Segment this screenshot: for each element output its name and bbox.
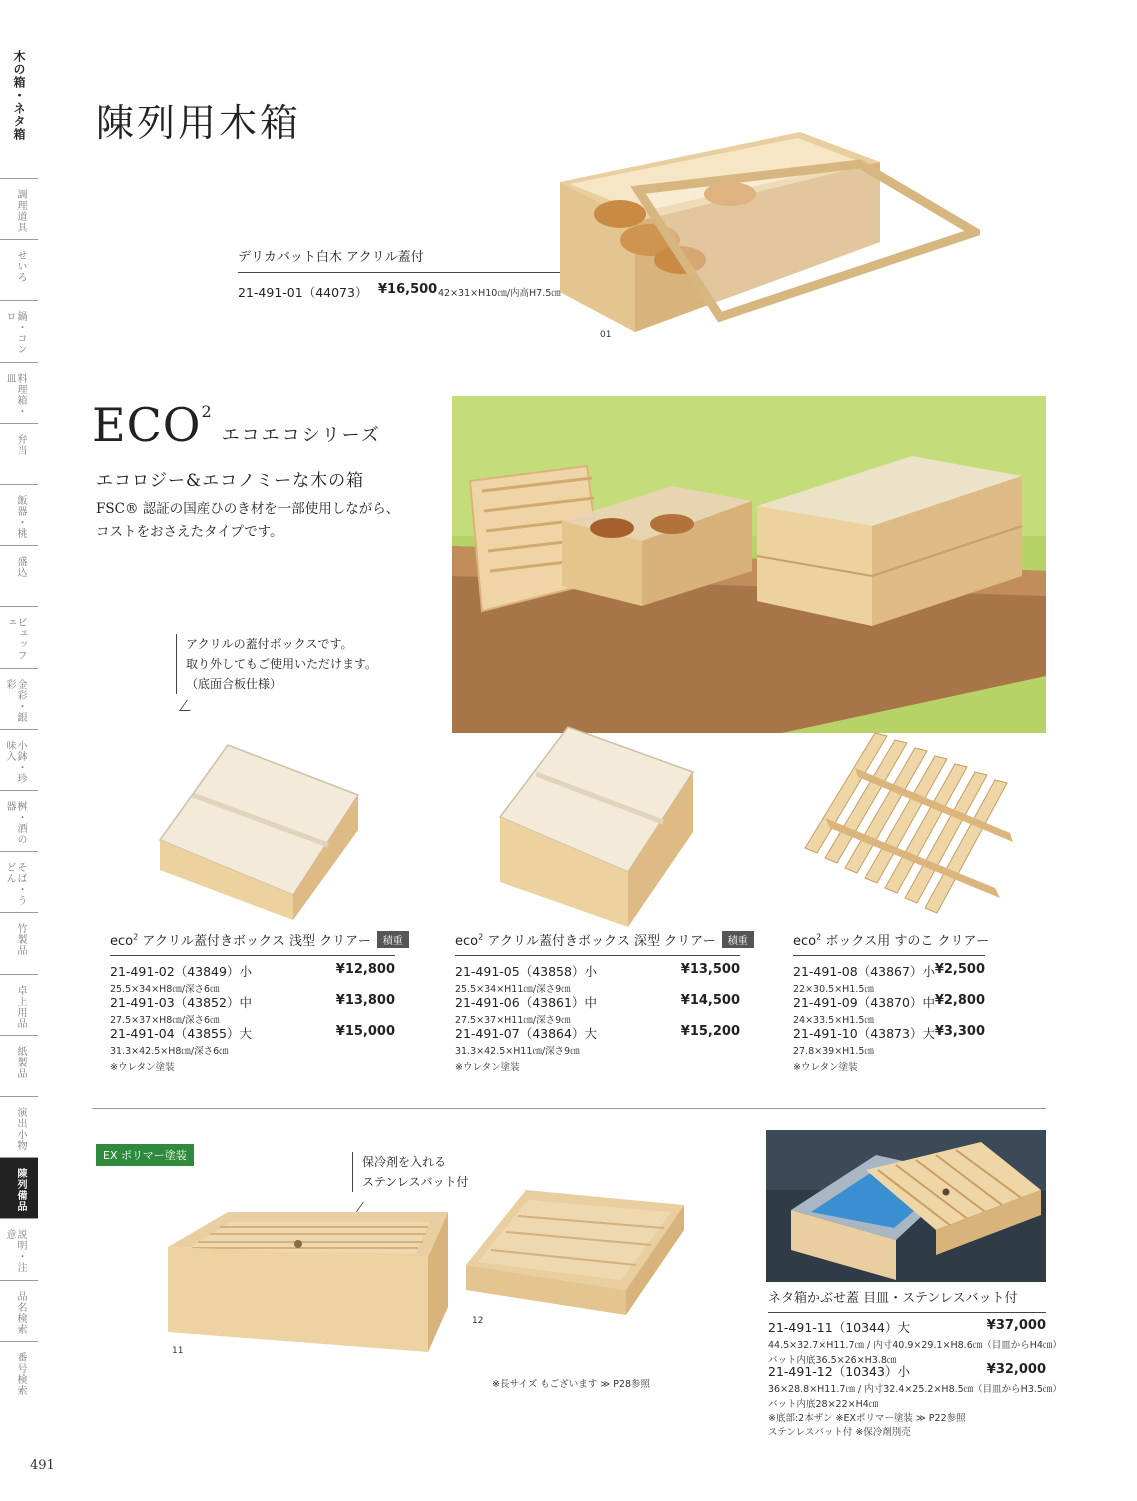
variant-size: 27.8×39×H1.5㎝ xyxy=(793,1046,874,1057)
variant-size: 27.5×37×H11㎝/深さ9㎝ xyxy=(455,1015,571,1026)
deep-box-photo xyxy=(498,722,698,927)
product-deep-rule xyxy=(455,955,740,956)
variant-price: ¥14,500 xyxy=(680,993,740,1008)
product-variant-row xyxy=(793,993,985,1026)
product-shallow-name-rest: アクリル蓋付きボックス 浅型 クリアー xyxy=(138,934,371,949)
shallow-box-photo xyxy=(158,735,363,920)
neta-code: 21-491-11（10344）大 xyxy=(768,1320,910,1335)
steel-tray-callout xyxy=(352,1152,502,1192)
sidebar-tab-label: 陳列備品 xyxy=(15,1168,26,1213)
neta-size-2: バット内底28×22×H4㎝ xyxy=(768,1399,879,1410)
sidebar-tab[interactable] xyxy=(0,1035,38,1096)
product-sunoko-rule xyxy=(793,955,985,956)
sidebar-tab-label: 盛込 xyxy=(15,556,26,579)
variant-price: ¥13,800 xyxy=(335,993,395,1008)
sidebar-tab[interactable] xyxy=(0,729,38,790)
variant-code: 21-491-08（43867）小 xyxy=(793,964,935,979)
section-index-sidebar xyxy=(0,40,38,1440)
variant-price: ¥2,800 xyxy=(934,993,985,1008)
product-variant-row xyxy=(110,1024,395,1057)
variant-price: ¥2,500 xyxy=(934,962,985,977)
sidebar-tab[interactable] xyxy=(0,239,38,300)
acrylic-callout-line2: 取り外してもご使用いただけます。 xyxy=(186,657,378,671)
eco-tagline: エコロジー&エコノミーな木の箱 xyxy=(96,471,365,491)
neta-note-1: ※底部:2本ザン ※EXポリマー塗装 ≫ P22参照 xyxy=(768,1413,966,1424)
finish-note: ※ウレタン塗装 xyxy=(110,1062,175,1073)
variant-size: 27.5×37×H8㎝/深さ6㎝ xyxy=(110,1015,220,1026)
sidebar-tab[interactable] xyxy=(0,1096,38,1157)
figure-12-label: 12 xyxy=(472,1316,484,1326)
product-deep-block xyxy=(455,930,748,956)
eco-hero-photo xyxy=(452,396,1046,733)
eco-title: ECO xyxy=(92,398,202,452)
acrylic-callout-tail xyxy=(179,700,198,711)
variant-size: 31.3×42.5×H8㎝/深さ6㎝ xyxy=(110,1046,229,1057)
variant-price: ¥15,200 xyxy=(680,1024,740,1039)
section-divider xyxy=(92,1108,1046,1109)
product-deep-name-prefix: eco xyxy=(455,934,479,949)
sidebar-tab[interactable] xyxy=(0,423,38,484)
product-variant-row xyxy=(793,962,985,995)
ex-polymer-badge: EX ポリマー塗装 xyxy=(96,1144,194,1166)
variant-price: ¥15,000 xyxy=(335,1024,395,1039)
acrylic-callout-line1: アクリルの蓋付ボックスです。 xyxy=(186,637,353,651)
product-deep-name-rest: アクリル蓋付きボックス 深型 クリアー xyxy=(483,934,716,949)
sidebar-tab-label: 品名検索 xyxy=(15,1290,26,1335)
sidebar-tab[interactable] xyxy=(0,668,38,729)
product-01-price: ¥16,500 xyxy=(378,282,438,297)
neta-variant-row xyxy=(768,1362,1062,1410)
finish-note: ※ウレタン塗装 xyxy=(793,1062,858,1073)
sidebar-tab[interactable] xyxy=(0,790,38,851)
variant-code: 21-491-02（43849）小 xyxy=(110,964,252,979)
product-sunoko-block xyxy=(793,930,990,956)
sidebar-tab-label: 紙製品 xyxy=(15,1045,26,1079)
sidebar-tab-label: 飯器・桃 xyxy=(15,495,26,539)
sidebar-tab-label: 調理道具 xyxy=(15,189,26,233)
sidebar-tab-label: 演出小物 xyxy=(15,1107,26,1151)
neta-rule xyxy=(768,1312,1046,1313)
variant-size: 25.5×34×H8㎝/深さ6㎝ xyxy=(110,984,220,995)
sidebar-tab[interactable] xyxy=(0,1218,38,1279)
variant-code: 21-491-03（43852）中 xyxy=(110,995,252,1010)
neta-box-large-photo xyxy=(168,1212,450,1352)
sidebar-tab[interactable] xyxy=(0,606,38,667)
sidebar-tab[interactable] xyxy=(0,1157,38,1218)
product-shallow-rule xyxy=(110,955,395,956)
variant-code: 21-491-07（43864）大 xyxy=(455,1026,597,1041)
sidebar-tab[interactable] xyxy=(0,300,38,361)
long-size-note: ※長サイズ もございます ≫ P28参照 xyxy=(492,1379,651,1390)
product-01-size: 42×31×H10㎝/内高H7.5㎝ xyxy=(438,288,561,299)
eco-desc-line1: FSC® 認証の国産ひのき材を一部使用しながら、 xyxy=(96,501,400,517)
sidebar-tab-label: ビュッフェ xyxy=(4,617,26,662)
product-variant-row xyxy=(455,1024,740,1057)
steel-callout-line1: 保冷剤を入れる xyxy=(362,1155,447,1169)
page-title: 陳列用木箱 xyxy=(96,101,302,145)
sunoko-photo xyxy=(795,728,1020,918)
product-sunoko-name xyxy=(793,930,990,949)
current-section-label: 木の箱・ネタ箱 xyxy=(12,50,26,141)
sidebar-tab-label: そば・うどん xyxy=(4,862,26,907)
acrylic-callout xyxy=(176,634,386,694)
variant-code: 21-491-09（43870）中 xyxy=(793,995,935,1010)
variant-price: ¥12,800 xyxy=(335,962,395,977)
product-sunoko-name-rest: ボックス用 すのこ クリアー xyxy=(821,934,990,949)
product-01-block xyxy=(238,246,564,298)
product-sunoko-name-prefix: eco xyxy=(793,934,817,949)
sidebar-tab[interactable] xyxy=(0,851,38,912)
stackable-badge: 積重 xyxy=(377,931,409,948)
sidebar-tab-label: 小鉢・珍味入 xyxy=(4,739,26,784)
acrylic-callout-line3: （底面合板仕様） xyxy=(186,677,283,691)
variant-code: 21-491-10（43873）大 xyxy=(793,1026,935,1041)
product-sunoko-name-sup: 2 xyxy=(816,932,822,942)
variant-size: 24×33.5×H1.5㎝ xyxy=(793,1015,874,1026)
product-deep-name-sup: 2 xyxy=(478,932,484,942)
sidebar-tab-label: 説明・注意 xyxy=(4,1229,26,1274)
product-variant-row xyxy=(793,1024,985,1057)
sidebar-tab-label: 番号検索 xyxy=(15,1351,26,1396)
sidebar-tab[interactable] xyxy=(0,912,38,973)
figure-01-label: 01 xyxy=(600,330,612,340)
variant-size: 25.5×34×H11㎝/深さ9㎝ xyxy=(455,984,571,995)
eco-heading xyxy=(92,398,381,452)
variant-code: 21-491-06（43861）中 xyxy=(455,995,597,1010)
sidebar-tab-label: 料理箱・皿 xyxy=(4,372,26,417)
page-number: 491 xyxy=(30,1458,55,1473)
product-shallow-name xyxy=(110,930,403,949)
figure-11-label: 11 xyxy=(172,1346,184,1356)
variant-code: 21-491-04（43855）大 xyxy=(110,1026,252,1041)
variant-price: ¥13,500 xyxy=(680,962,740,977)
sidebar-tab-label: 卓上用品 xyxy=(15,984,26,1029)
neta-size-2: バット内底36.5×26×H3.8㎝ xyxy=(768,1355,897,1366)
product-01-name: デリカバット白木 アクリル蓋付 xyxy=(238,250,424,265)
sidebar-tab[interactable] xyxy=(0,362,38,423)
sidebar-tab-label: 金彩・銀彩 xyxy=(4,678,26,723)
neta-name: ネタ箱かぶせ蓋 目皿・ステンレスバット付 xyxy=(768,1291,1018,1306)
neta-size-1: 36×28.8×H11.7㎝ / 内寸32.4×25.2×H8.5㎝（目皿からH3.5㎝） xyxy=(768,1384,1062,1395)
sidebar-tab-label: 鍋・コンロ xyxy=(4,311,26,356)
neta-note-2: ステンレスバット付 ※保冷剤別売 xyxy=(768,1427,911,1438)
sidebar-tab-label: せいろ xyxy=(15,250,26,284)
finish-note: ※ウレタン塗装 xyxy=(455,1062,520,1073)
sidebar-tab[interactable] xyxy=(0,484,38,545)
sidebar-tab-label: 桝・酒の器 xyxy=(4,801,26,845)
eco-description xyxy=(96,498,426,544)
product-shallow-name-sup: 2 xyxy=(133,932,139,942)
neta-code: 21-491-12（10343）小 xyxy=(768,1364,910,1379)
stackable-badge: 積重 xyxy=(722,931,754,948)
neta-kabuse-photo xyxy=(766,1130,1046,1282)
variant-size: 22×30.5×H1.5㎝ xyxy=(793,984,874,995)
sidebar-tab-label: 竹製品 xyxy=(15,923,26,957)
variant-price: ¥3,300 xyxy=(934,1024,985,1039)
sidebar-tab[interactable] xyxy=(0,545,38,606)
product-deep-name xyxy=(455,930,748,949)
product-variant-row xyxy=(110,962,395,995)
sidebar-tab[interactable] xyxy=(0,1341,38,1402)
steel-callout-line2: ステンレスバット付 xyxy=(362,1175,469,1189)
product-variant-row xyxy=(110,993,395,1026)
product-01-rule xyxy=(238,272,564,273)
neta-variant-row xyxy=(768,1318,1062,1366)
neta-block xyxy=(768,1287,1048,1313)
eco-series-name: エコエコシリーズ xyxy=(221,425,381,446)
sidebar-tab[interactable] xyxy=(0,1280,38,1341)
product-01-photo xyxy=(560,122,980,337)
neta-price: ¥37,000 xyxy=(986,1318,1046,1333)
product-variant-row xyxy=(455,962,740,995)
eco-desc-line2: コストをおさえたタイプです。 xyxy=(96,524,284,540)
product-01-code: 21-491-01（44073） xyxy=(238,285,368,300)
variant-code: 21-491-05（43858）小 xyxy=(455,964,597,979)
eco-title-sup: 2 xyxy=(201,402,212,421)
product-shallow-block xyxy=(110,930,403,956)
variant-size: 31.3×42.5×H11㎝/深さ9㎝ xyxy=(455,1046,580,1057)
neta-size-1: 44.5×32.7×H11.7㎝ / 内寸40.9×29.1×H8.6㎝（目皿からH4㎝） xyxy=(768,1340,1062,1351)
neta-price: ¥32,000 xyxy=(986,1362,1046,1377)
neta-box-small-photo xyxy=(466,1190,686,1315)
sidebar-tab[interactable] xyxy=(0,178,38,239)
sidebar-tab-label: 弁当 xyxy=(15,433,26,456)
product-shallow-name-prefix: eco xyxy=(110,934,134,949)
product-variant-row xyxy=(455,993,740,1026)
sidebar-tab[interactable] xyxy=(0,974,38,1035)
